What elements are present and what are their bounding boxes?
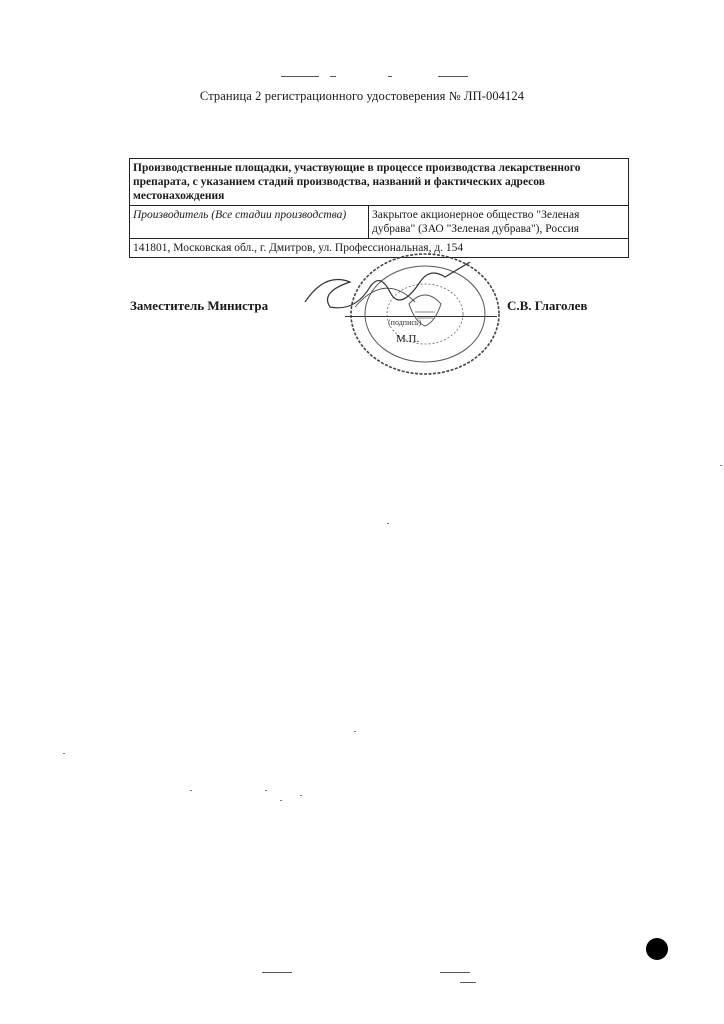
scan-artifact — [300, 795, 302, 796]
scan-artifact — [438, 76, 468, 77]
scan-artifact — [388, 76, 392, 77]
table-heading: Производственные площадки, участвующие в процессе производства лекарственного препарата, с указанием стадий производства, названий и фактических адресов местонахождения — [130, 159, 629, 206]
scan-artifact — [265, 790, 267, 791]
scan-artifact — [190, 790, 192, 791]
manufacturer-company-cell: Закрытое акционерное общество "Зеленая дубрава" (ЗАО "Зеленая дубрава"), Россия — [369, 206, 629, 239]
scan-artifact — [387, 523, 389, 524]
page-title: Страница 2 регистрационного удостоверения № ЛП-004124 — [199, 89, 525, 103]
scan-artifact — [280, 800, 282, 801]
table-row — [130, 206, 629, 239]
scan-artifact — [720, 465, 722, 466]
manufacturer-address-cell: 141801, Московская обл., г. Дмитров, ул. Профессиональная, д. 154 — [130, 239, 629, 258]
punch-hole-mark — [646, 938, 668, 960]
seal-caption: М.П. — [396, 333, 420, 345]
scan-artifact — [460, 982, 476, 983]
scan-artifact — [354, 731, 356, 732]
signer-name: С.В. Глаголев — [507, 298, 588, 313]
scan-artifact — [330, 76, 336, 77]
signature-caption: (подпись) — [388, 318, 422, 327]
scan-artifact — [63, 753, 65, 754]
table-heading-row — [130, 159, 629, 206]
scan-artifact — [440, 972, 470, 973]
manufacturer-role-cell: Производитель (Все стадии производства) — [130, 206, 369, 239]
scan-artifact — [262, 972, 292, 973]
production-sites-table — [129, 158, 629, 258]
signer-position: Заместитель Министра — [130, 298, 269, 313]
scan-artifact — [281, 76, 319, 77]
handwritten-signature — [295, 262, 495, 322]
